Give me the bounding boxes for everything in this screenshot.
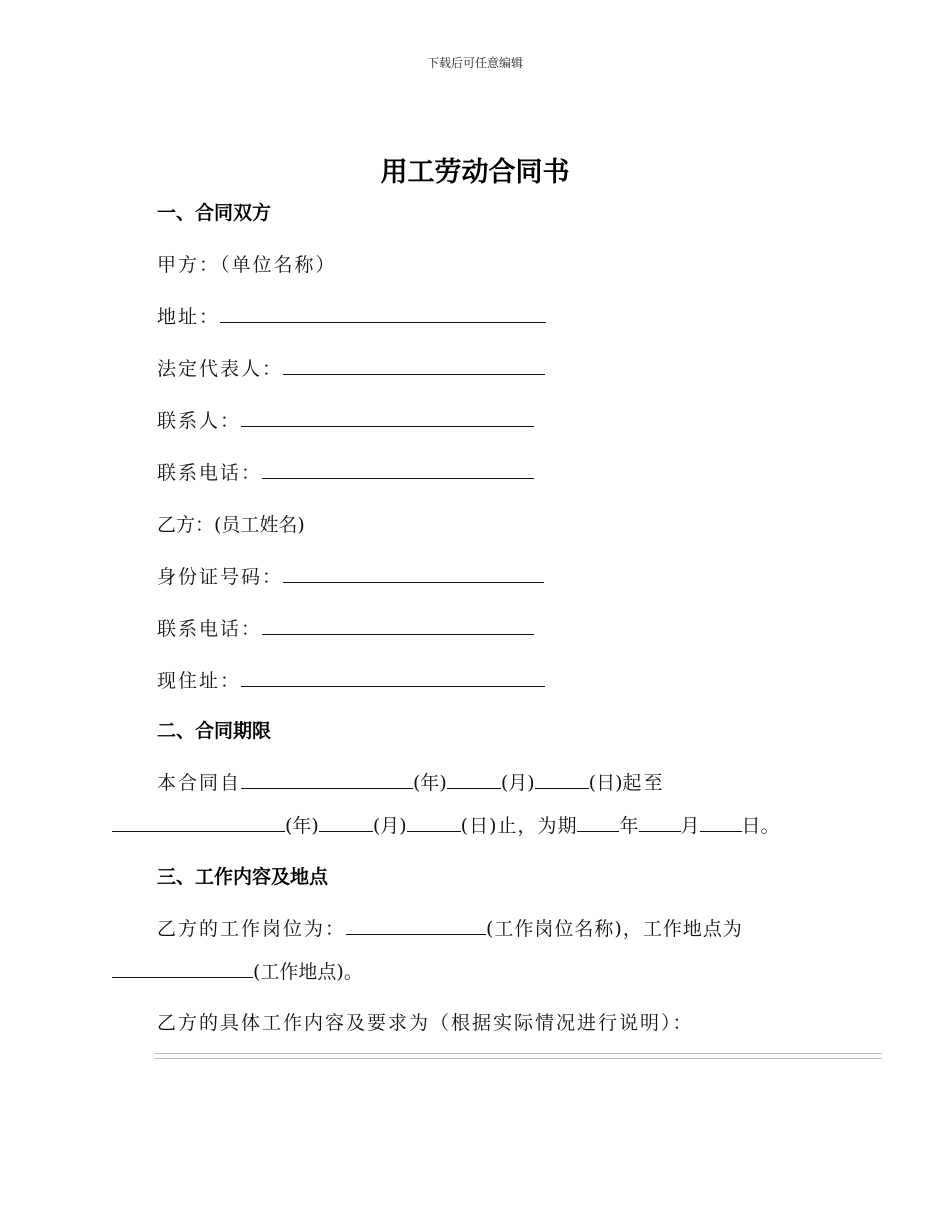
address-blank[interactable]: [220, 304, 546, 323]
start-year-blank[interactable]: [241, 770, 413, 789]
section-heading-parties: 一、合同双方: [157, 202, 272, 224]
start-year-label: (年): [413, 772, 447, 794]
party-a-label: 甲方：（单位名称）: [157, 254, 337, 276]
location-blank[interactable]: [112, 959, 253, 978]
document-title: 用工劳动合同书: [380, 157, 570, 188]
contact-label: 联系人：: [157, 410, 242, 432]
party-a-line: [157, 250, 337, 277]
position-prefix: 乙方的工作岗位为：: [157, 918, 347, 940]
end-year-blank[interactable]: [112, 813, 285, 832]
end-month-label: (月): [372, 815, 407, 837]
position-suffix: (工作岗位名称)，工作地点为: [486, 918, 743, 940]
contact-blank[interactable]: [241, 408, 534, 427]
address-line: [157, 302, 546, 329]
term-to-label: 起至: [622, 772, 665, 794]
duties-line: [157, 1008, 694, 1035]
id-number-label: 身份证号码：: [157, 566, 284, 588]
position-line: [157, 914, 743, 941]
current-address-blank[interactable]: [241, 668, 545, 687]
end-year-label: (年): [285, 815, 319, 837]
contact-line: [157, 406, 534, 433]
current-address-label: 现住址：: [157, 670, 242, 692]
id-number-blank[interactable]: [283, 564, 544, 583]
end-month-blank[interactable]: [319, 813, 373, 832]
end-day-blank[interactable]: [407, 813, 461, 832]
term-start-line: [157, 768, 665, 795]
phone-b-line: [157, 614, 534, 641]
party-b-line: [157, 510, 305, 537]
address-label: 地址：: [157, 306, 221, 328]
phone-b-label: 联系电话：: [157, 618, 263, 640]
phone-b-blank[interactable]: [262, 616, 534, 635]
party-b-label: 乙方：(员工姓名): [157, 514, 305, 536]
id-number-line: [157, 562, 544, 589]
start-month-blank[interactable]: [447, 770, 501, 789]
location-line: [112, 957, 363, 984]
position-blank[interactable]: [346, 916, 486, 935]
duration-month-label: 月: [680, 815, 700, 837]
start-day-blank[interactable]: [535, 770, 589, 789]
section-heading-work: 三、工作内容及地点: [157, 866, 329, 888]
location-suffix: (工作地点)。: [253, 961, 363, 983]
phone-a-line: [157, 458, 534, 485]
term-end-line: [112, 811, 780, 838]
duration-days-blank[interactable]: [700, 813, 742, 832]
current-address-line: [157, 666, 545, 693]
end-day-label: (日)止，为期: [460, 815, 578, 837]
header-note: 下载后可任意编辑: [426, 56, 523, 70]
section-heading-term: 二、合同期限: [157, 720, 272, 742]
legal-rep-blank[interactable]: [283, 356, 545, 375]
duration-year-label: 年: [619, 815, 639, 837]
double-rule-divider: [155, 1053, 882, 1059]
phone-a-label: 联系电话：: [157, 462, 263, 484]
start-month-label: (月): [500, 772, 535, 794]
duration-years-blank[interactable]: [577, 813, 619, 832]
phone-a-blank[interactable]: [262, 460, 534, 479]
duration-months-blank[interactable]: [639, 813, 681, 832]
duties-label: 乙方的具体工作内容及要求为（根据实际情况进行说明）：: [157, 1012, 694, 1034]
duration-day-label: 日。: [741, 815, 780, 837]
start-day-label: (日): [588, 772, 623, 794]
legal-rep-label: 法定代表人：: [157, 358, 284, 380]
term-from-label: 本合同自: [157, 772, 242, 794]
legal-rep-line: [157, 354, 545, 381]
